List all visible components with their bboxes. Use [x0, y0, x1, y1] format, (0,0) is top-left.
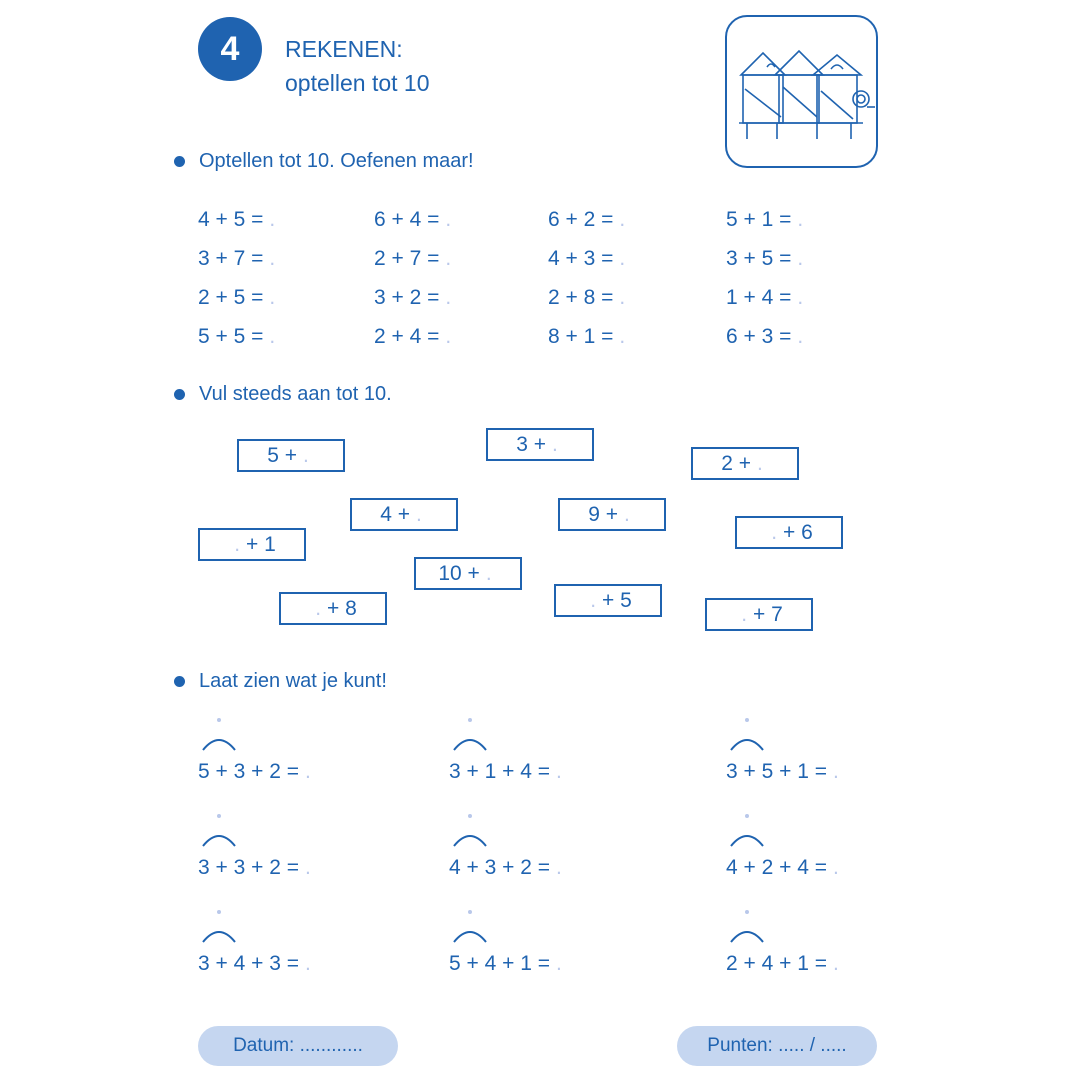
complement-box[interactable]: [350, 498, 458, 531]
answer-blank[interactable]: .: [485, 561, 492, 585]
addition-exercise: [198, 247, 275, 271]
answer-blank[interactable]: .: [269, 325, 276, 348]
exercise-text: 3 + 5 =: [726, 247, 792, 270]
exercise-text: 3 + 4 + 3 =: [198, 952, 300, 975]
answer-blank[interactable]: .: [305, 760, 311, 783]
exercise-text: 4 + 3 + 2 =: [449, 856, 551, 879]
chain-exercise: [726, 856, 839, 880]
bullet-icon: [174, 389, 185, 400]
answer-blank[interactable]: .: [797, 247, 804, 270]
answer-blank[interactable]: .: [445, 247, 452, 270]
answer-blank[interactable]: .: [445, 325, 452, 348]
box-given-part: 2 +: [721, 451, 751, 475]
box-given-part: + 1: [246, 532, 276, 556]
answer-blank[interactable]: .: [797, 325, 804, 348]
box-given-part: + 6: [783, 520, 813, 544]
grouping-arc-icon: [201, 926, 237, 944]
exercise-text: 2 + 8 =: [548, 286, 614, 309]
addition-exercise: [374, 286, 451, 310]
answer-blank[interactable]: .: [623, 502, 630, 526]
answer-blank[interactable]: .: [833, 760, 839, 783]
grouping-arc-icon: [201, 830, 237, 848]
answer-blank[interactable]: .: [833, 856, 839, 879]
answer-blank[interactable]: .: [269, 208, 276, 231]
section3-heading: [174, 670, 387, 693]
grouping-arc-icon: [452, 926, 488, 944]
addition-exercise: [726, 208, 803, 232]
addition-exercise: [548, 247, 625, 271]
answer-blank[interactable]: .: [619, 247, 626, 270]
exercise-text: 2 + 7 =: [374, 247, 440, 270]
exercise-text: 5 + 4 + 1 =: [449, 952, 551, 975]
exercise-text: 5 + 5 =: [198, 325, 264, 348]
box-given-part: + 5: [602, 588, 632, 612]
addition-exercise: [374, 208, 451, 232]
score-field[interactable]: Punten: ..... / .....: [677, 1026, 877, 1066]
complement-box[interactable]: [705, 598, 813, 631]
answer-blank[interactable]: .: [415, 502, 422, 526]
grouping-arc-icon: [201, 734, 237, 752]
addition-exercise: [548, 325, 625, 349]
answer-blank[interactable]: .: [797, 208, 804, 231]
exercise-text: 2 + 5 =: [198, 286, 264, 309]
section2-instruction: Vul steeds aan tot 10.: [199, 383, 392, 405]
complement-box[interactable]: [558, 498, 666, 531]
complement-box[interactable]: [486, 428, 594, 461]
date-field[interactable]: Datum: ............: [198, 1026, 398, 1066]
addition-exercise: [374, 325, 451, 349]
exercise-text: 6 + 2 =: [548, 208, 614, 231]
intermediate-blank[interactable]: [217, 718, 221, 722]
section1-instruction: Optellen tot 10. Oefenen maar!: [199, 150, 474, 172]
complement-box[interactable]: [414, 557, 522, 590]
intermediate-blank[interactable]: [745, 814, 749, 818]
addition-exercise: [726, 286, 803, 310]
answer-blank[interactable]: .: [315, 596, 322, 620]
box-given-part: + 7: [753, 602, 783, 626]
answer-blank[interactable]: .: [234, 532, 241, 556]
bullet-icon: [174, 156, 185, 167]
box-given-part: 10 +: [438, 561, 480, 585]
exercise-text: 8 + 1 =: [548, 325, 614, 348]
answer-blank[interactable]: .: [445, 208, 452, 231]
box-given-part: 5 +: [267, 443, 297, 467]
answer-blank[interactable]: .: [556, 760, 562, 783]
intermediate-blank[interactable]: [745, 718, 749, 722]
answer-blank[interactable]: .: [302, 443, 309, 467]
answer-blank[interactable]: .: [305, 952, 311, 975]
answer-blank[interactable]: .: [619, 208, 626, 231]
answer-blank[interactable]: .: [305, 856, 311, 879]
chain-exercise: [198, 952, 311, 976]
page-subtitle: optellen tot 10: [285, 70, 430, 96]
grouping-arc-icon: [729, 734, 765, 752]
complement-box[interactable]: [279, 592, 387, 625]
intermediate-blank[interactable]: [468, 718, 472, 722]
addition-exercise: [198, 325, 275, 349]
exercise-number-badge: 4: [198, 17, 262, 81]
section2-heading: [174, 383, 392, 406]
addition-exercise: [374, 247, 451, 271]
grouping-arc-icon: [452, 734, 488, 752]
complement-box[interactable]: [198, 528, 306, 561]
answer-blank[interactable]: .: [445, 286, 452, 309]
answer-blank[interactable]: .: [590, 588, 597, 612]
chain-exercise: [726, 952, 839, 976]
exercise-text: 1 + 4 =: [726, 286, 792, 309]
intermediate-blank[interactable]: [745, 910, 749, 914]
answer-blank[interactable]: .: [619, 325, 626, 348]
complement-box[interactable]: [237, 439, 345, 472]
answer-blank[interactable]: .: [269, 247, 276, 270]
grouping-arc-icon: [729, 830, 765, 848]
exercise-text: 3 + 5 + 1 =: [726, 760, 828, 783]
answer-blank[interactable]: .: [771, 520, 778, 544]
answer-blank[interactable]: .: [797, 286, 804, 309]
complement-box[interactable]: [735, 516, 843, 549]
exercise-text: 2 + 4 + 1 =: [726, 952, 828, 975]
addition-exercise: [198, 286, 275, 310]
answer-blank[interactable]: .: [556, 952, 562, 975]
addition-exercise: [548, 286, 625, 310]
chain-exercise: [449, 952, 562, 976]
intermediate-blank[interactable]: [468, 814, 472, 818]
answer-blank[interactable]: .: [551, 432, 558, 456]
exercise-text: 5 + 1 =: [726, 208, 792, 231]
addition-exercise: [548, 208, 625, 232]
beach-huts-illustration: [725, 15, 878, 168]
box-given-part: 9 +: [588, 502, 618, 526]
chain-exercise: [449, 760, 562, 784]
intermediate-blank[interactable]: [217, 814, 221, 818]
exercise-text: 3 + 3 + 2 =: [198, 856, 300, 879]
page-title: REKENEN:: [285, 36, 403, 62]
addition-exercise: [726, 325, 803, 349]
box-given-part: 3 +: [516, 432, 546, 456]
chain-exercise: [198, 760, 311, 784]
exercise-text: 3 + 1 + 4 =: [449, 760, 551, 783]
chain-exercise: [726, 760, 839, 784]
intermediate-blank[interactable]: [217, 910, 221, 914]
exercise-text: 6 + 3 =: [726, 325, 792, 348]
intermediate-blank[interactable]: [468, 910, 472, 914]
exercise-text: 2 + 4 =: [374, 325, 440, 348]
exercise-text: 6 + 4 =: [374, 208, 440, 231]
bullet-icon: [174, 676, 185, 687]
exercise-text: 4 + 3 =: [548, 247, 614, 270]
answer-blank[interactable]: .: [833, 952, 839, 975]
answer-blank[interactable]: .: [756, 451, 763, 475]
exercise-text: 4 + 2 + 4 =: [726, 856, 828, 879]
complement-box[interactable]: [691, 447, 799, 480]
exercise-text: 4 + 5 =: [198, 208, 264, 231]
box-given-part: 4 +: [380, 502, 410, 526]
grouping-arc-icon: [729, 926, 765, 944]
chain-exercise: [449, 856, 562, 880]
box-given-part: + 8: [327, 596, 357, 620]
section1-heading: [174, 150, 474, 173]
exercise-text: 5 + 3 + 2 =: [198, 760, 300, 783]
exercise-text: 3 + 7 =: [198, 247, 264, 270]
answer-blank[interactable]: .: [619, 286, 626, 309]
exercise-text: 3 + 2 =: [374, 286, 440, 309]
addition-exercise: [726, 247, 803, 271]
answer-blank[interactable]: .: [741, 602, 748, 626]
section3-instruction: Laat zien wat je kunt!: [199, 670, 387, 692]
addition-exercise: [198, 208, 275, 232]
complement-box[interactable]: [554, 584, 662, 617]
answer-blank[interactable]: .: [269, 286, 276, 309]
grouping-arc-icon: [452, 830, 488, 848]
chain-exercise: [198, 856, 311, 880]
answer-blank[interactable]: .: [556, 856, 562, 879]
